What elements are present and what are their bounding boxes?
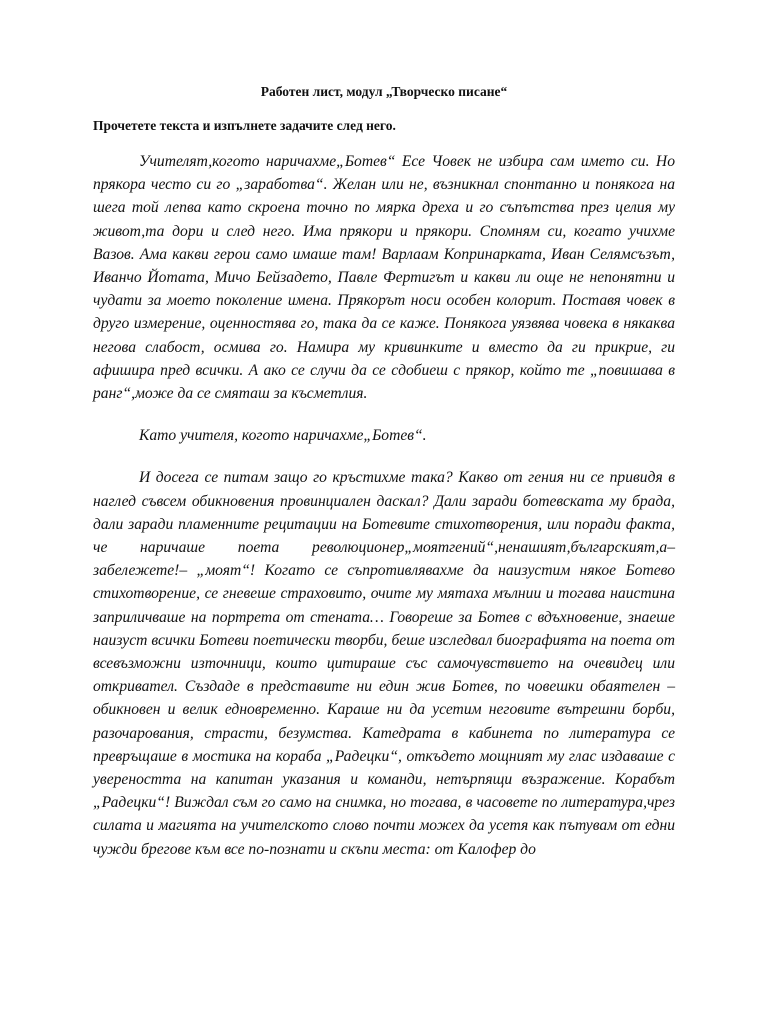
paragraph-main: И досега се питам защо го кръстихме така? Какво от гения ни се привидя в наглед съвсем обикновения провинциален даскал? Дали заради ботевската му брада, дали заради пламенните рецитации на Ботевите стихотворения, или поради факта, че наричаше поета революционер„моятгений“,ненашият,българският,а–забележете!– „моят“! Когато се съпротивлявахме да наизустим някое Ботево стихотворение, се гневеше страховито, очите му мятаха мълнии и тогава наистина заприличваше на портрета от стената… Говореше за Ботев с вдъхновение, знаеше наизуст всички Ботеви поетически творби, беше изследвал биографията на поета от всевъзможни източници, които цитираше със самочувствието на очевидец или откривател. Създаде в представите ни един жив Ботев, по човешки обаятелен – обикновен и велик едновременно. Караше ни да усетим неговите вътрешни борби, разочарования, страсти, безумства. Катедрата в кабинета по литература се превръщаше в мостика на кораба „Радецки“, откъдето мощният му глас издаваше с увереността на капитан указания и команди, нетърпящи възражение. Корабът „Радецки“! Виждал съм го само на снимка, но тогава, в часовете по литература,чрез силата и магията на учителското слово почти можех да усетя как пътувам от едни чужди брегове към все по-познати и скъпи места: от Калофер до bbox=[93, 469, 675, 858]
essay-body bbox=[93, 150, 675, 861]
paragraph-teacher: Като учителя, когото наричахме„Ботев“. bbox=[139, 427, 427, 445]
page-title: Работен лист, модул „Творческо писане“ bbox=[260, 84, 508, 99]
paragraph-intro: Учителят,когото наричахме„Ботев“ Есе Човек не избира сам името си. Но прякора често си го „заработва“. Желан или не, възникнал спонтанно и понякога на шега той лепва като скроена точно по мярка дреха и го съпътства през целия му живот,та дори и след него. Има прякори и прякори. Спомням си, когато учихме Вазов. Ама какви герои само имаше там! Варлаам Копринарката, Иван Селямсъзът, Иванчо Йотата, Мичо Бейзадето, Павле Фертигът и какви ли още не непонятни и чудати за моето поколение имена. Прякорът носи особен колорит. Поставя човек в друго измерение, оценностява го, така да се каже. Понякога уязвява човека в някаква негова слабост, осмива го. Намира му кривинките и вместо да ги прикрие, ги афишира пред всички. А ако се случи да се сдобиеш с прякор, който те „повишава в ранг“,може да се смяташ за късметлия. bbox=[93, 153, 675, 403]
instruction-text: Прочетете текста и изпълнете задачите след него. bbox=[93, 118, 396, 133]
